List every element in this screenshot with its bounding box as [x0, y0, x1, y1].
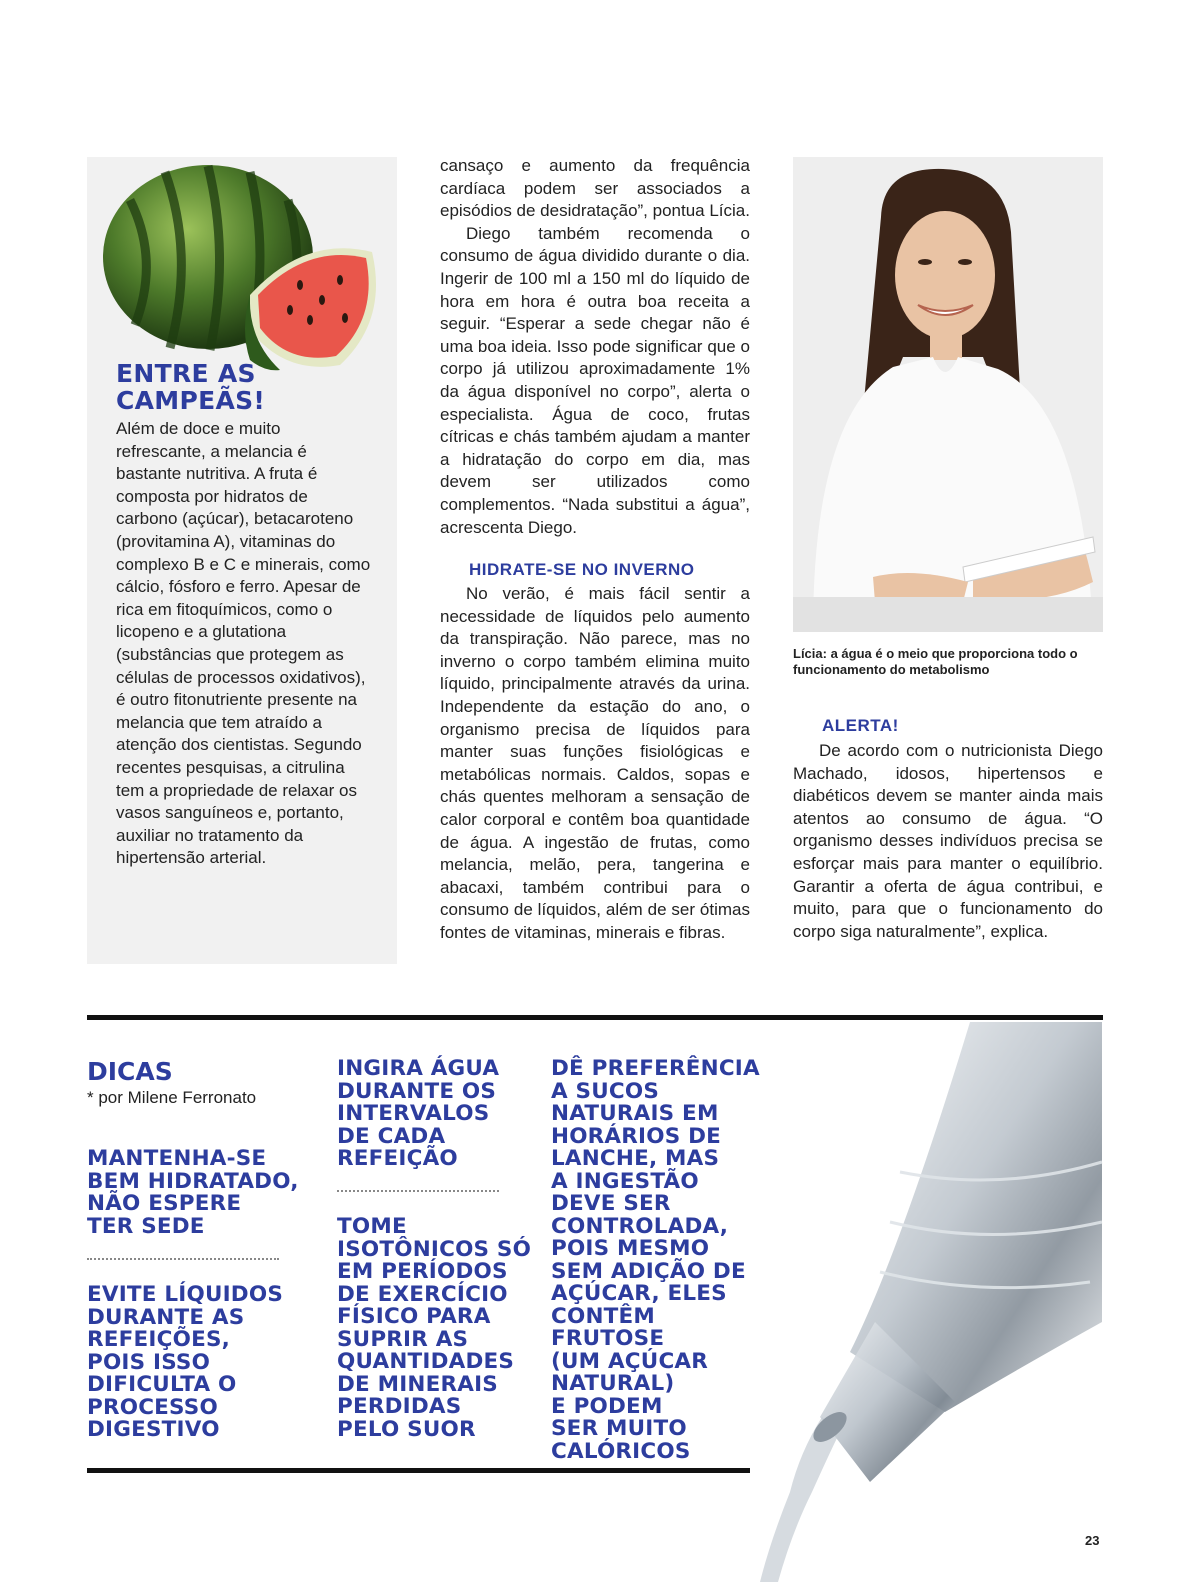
- section-rule-bottom: [87, 1468, 750, 1473]
- paragraph: De acordo com o nutricionista Diego Machado, idosos, hipertensos e diabéticos devem se manter ainda mais atentos ao consumo de água. “O organismo desses indivíduos precisa se esforçar mais para manter o equilíbrio. Garantir a oferta de água contribui, e muito, para que o funcionamento do corpo siga naturalmente”, explica.: [793, 741, 1103, 941]
- watermelon-image: [100, 160, 390, 375]
- tip-item: EVITE LÍQUIDOS DURANTE AS REFEIÇÕES, POIS ISSO DIFICULTA O PROCESSO DIGESTIVO: [87, 1282, 284, 1442]
- tip-divider: [87, 1258, 279, 1260]
- right-column: [793, 740, 1103, 943]
- tip-item: DÊ PREFERÊNCIA A SUCOS NATURAIS EM HORÁRIOS DE LANCHE, MAS A INGESTÃO DEVE SER CONTROLADA, POIS MESMO SEM ADIÇÃO DE AÇÚCAR, ELES CONTÊM FRUTOSE (UM AÇÚCAR NATURAL) E PODEM SER MUITO CALÓRICOS: [551, 1056, 760, 1464]
- middle-column-bottom: [440, 583, 750, 945]
- middle-column-top: [440, 155, 750, 539]
- section-rule-top: [87, 1015, 1103, 1020]
- paragraph: No verão, é mais fácil sentir a necessidade de líquidos pelo aumento da transpiração. Não parece, mas no inverno o corpo também elimina muito líquido, principalmente através da urina. Independente da estação do ano, o organismo precisa de líquidos para manter suas funções fisiológicas e metabólicas normais. Caldos, sopas e chás quentes melhoram a sensação de calor corporal e contêm boa quantidade de água. A ingestão de frutas, como melancia, melão, pera, tangerina e abacaxi, também contribui para o consumo de líquidos, além de ser ótimas fontes de vitaminas, minerais e fibras.: [440, 584, 750, 942]
- paragraph: cansaço e aumento da frequência cardíaca podem ser associados a episódios de desidratação”, pontua Lícia.: [440, 156, 750, 221]
- page-number: 23: [1085, 1533, 1100, 1548]
- paragraph: Diego também recomenda o consumo de água dividido durante o dia. Ingerir de 100 ml a 150 ml do líquido de hora em hora é outra boa receita a seguir. “Esperar a sede chegar não é uma boa ideia. Isso pode significar que o corpo já utilizou aproximadamente 1% da água disponível no corpo”, alerta o especialista. Água de coco, frutas cítricas e chás também ajudam a manter a hidratação do corpo em dia, mas devem ser utilizados como complementos. “Nada substitui a água”, acrescenta Diego.: [440, 223, 750, 537]
- water-bottle-image: [730, 1022, 1110, 1582]
- section-heading: HIDRATE-SE NO INVERNO: [469, 560, 695, 579]
- tip-item: MANTENHA-SE BEM HIDRATADO, NÃO ESPERE TER SEDE: [87, 1146, 299, 1239]
- sidebar-text: Além de doce e muito refrescante, a melancia é bastante nutritiva. A fruta é composta por hidratos de carbono (açúcar), betacaroteno (provitamina A), vitaminas do complexo B e C e minerais, como cálcio, fósforo e ferro. Apesar de rica em fitoquímicos, como o licopeno e a glutationa (substâncias que protegem as células de processos oxidativos), é outro fitonutriente presente na melancia que tem atraído a atenção dos cientistas. Segundo recentes pesquisas, a citrulina tem a propriedade de relaxar os vasos sanguíneos e, portanto, auxiliar no tratamento da hipertensão arterial.: [116, 419, 371, 868]
- alert-heading: ALERTA!: [822, 716, 899, 735]
- tip-item: INGIRA ÁGUA DURANTE OS INTERVALOS DE CADA REFEIÇÃO: [337, 1056, 500, 1171]
- tips-byline: * por Milene Ferronato: [87, 1088, 257, 1107]
- tip-item: TOME ISOTÔNICOS SÓ EM PERÍODOS DE EXERCÍCIO FÍSICO PARA SUPRIR AS QUANTIDADES DE MINERAIS PERDIDAS PELO SUOR: [337, 1214, 532, 1442]
- tips-title: DICAS: [87, 1057, 173, 1086]
- sidebar-title: ENTRE AS CAMPEÃS!: [116, 359, 266, 415]
- portrait-photo: [793, 157, 1103, 632]
- tip-divider: [337, 1190, 499, 1192]
- photo-caption: Lícia: a água é o meio que proporciona todo o funcionamento do metabolismo: [793, 646, 1078, 677]
